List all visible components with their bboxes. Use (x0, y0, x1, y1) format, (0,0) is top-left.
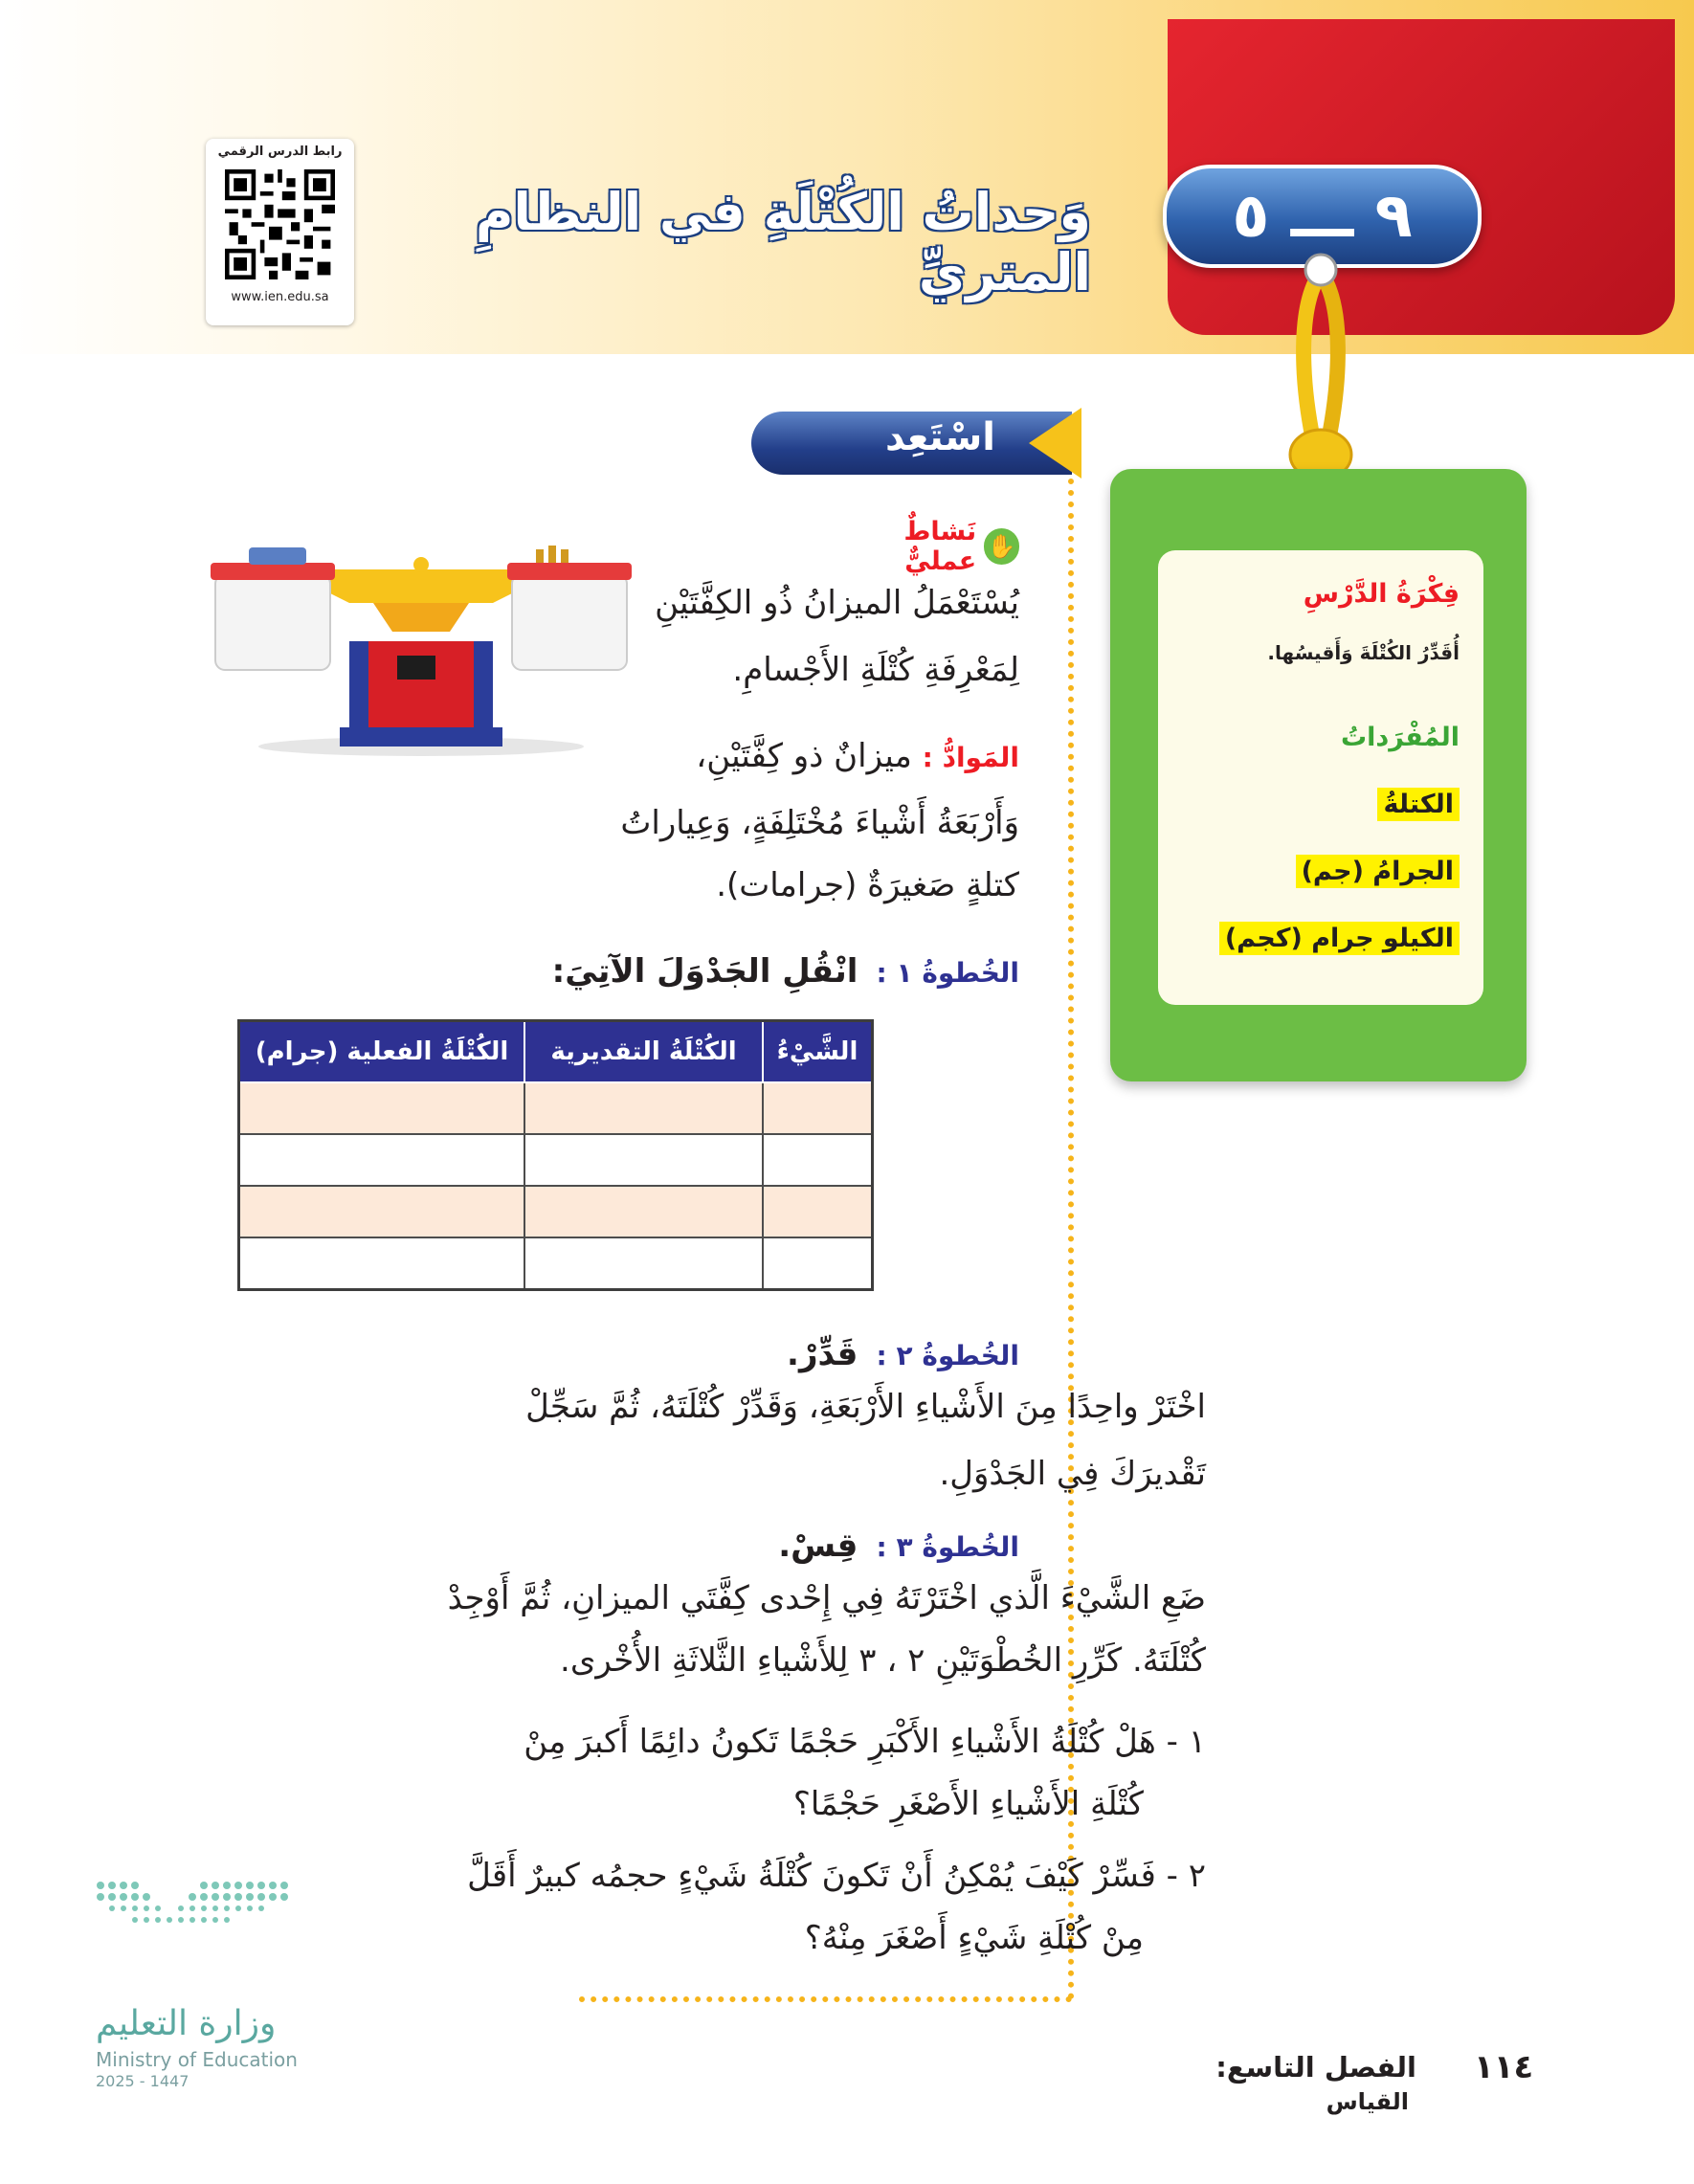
table-cell[interactable] (239, 1186, 525, 1237)
table-row (239, 1134, 873, 1186)
step-3-text: ضَعِ الشَّيْءَ الَّذي اخْتَرْتَهُ فِي إِحْدى كِفَّتَي الميزانِ، ثُمَّ أَوْجِدْ (447, 1579, 1206, 1617)
chapter-label: الفصل التاسع: القياس (1215, 2051, 1416, 2115)
ministry-logo-icon (91, 1876, 306, 2000)
hands-icon: ✋ (984, 528, 1019, 565)
table-cell[interactable] (239, 1082, 525, 1134)
materials-line: المَوادُّ : ميزانٌ ذو كِفَّتَيْنِ، (696, 737, 1019, 775)
question-1: ١ - هَلْ كُتْلَةُ الأَشْياءِ الأَكْبَرِ حَجْمًا تَكونُ دائِمًا أَكبرَ مِنْ (524, 1723, 1206, 1761)
activity-intro-line: يُسْتَعْمَلُ الميزانُ ذُو الكِفَّتَيْنِ (655, 584, 1019, 622)
section-border-dots (1068, 479, 1074, 2000)
step-1: الخُطوةُ ١ : انْقُلِ الجَدْوَلَ الآتِيَ: (551, 952, 1019, 991)
step-3-text: كُتْلَتَهُ. كَرِّرِ الخُطْوَتَيْنِ ٢ ، ٣ لِلأَشْياءِ الثَّلاثَةِ الأُخْرى. (560, 1641, 1206, 1680)
ministry-year: 2025 - 1447 (96, 2072, 189, 2090)
vocab-heading: المُفْرَداتُ (1341, 723, 1460, 752)
lesson-number: ٩ ـــ ٥ (1163, 165, 1482, 268)
table-cell[interactable] (763, 1237, 873, 1290)
step-3: الخُطوةُ ٣ : قِسْ. (778, 1527, 1019, 1565)
table-row (239, 1186, 873, 1237)
table-cell[interactable] (239, 1237, 525, 1290)
materials-line: وَأَرْبَعَةُ أَشْياءَ مُخْتَلِفَةٍ، وَعِياراتُ (620, 804, 1019, 842)
table-header: الكُتْلَةُ الفعلية (جرام) (239, 1021, 525, 1083)
step-2-text: تَقْديرَكَ فِي الجَدْوَلِ. (939, 1455, 1206, 1493)
qr-url: www.ien.edu.sa (231, 290, 329, 304)
table-row (239, 1237, 873, 1290)
vocab-item: الكيلو جرام (كجم) (1219, 922, 1460, 955)
table-cell[interactable] (524, 1237, 763, 1290)
step-2: الخُطوةُ ٢ : قَدِّرْ. (787, 1335, 1019, 1373)
ministry-name-english: Ministry of Education (96, 2048, 298, 2071)
qr-code-icon[interactable] (225, 169, 335, 279)
qr-card[interactable] (206, 139, 354, 325)
question-1: كُتْلَةِ الأَشْياءِ الأَصْغَرِ حَجْمًا؟ (792, 1785, 1144, 1823)
table-header: الكُتْلَةُ التقديرية (524, 1021, 763, 1083)
table-cell[interactable] (524, 1186, 763, 1237)
table-row (239, 1082, 873, 1134)
table-cell[interactable] (524, 1082, 763, 1134)
vocab-item: الكتلةُ (1377, 788, 1460, 821)
materials-line: كتلةٍ صَغيرَةٌ (جرامات). (716, 866, 1019, 904)
question-2: مِنْ كُتْلَةِ شَيْءٍ أَصْغَرَ مِنْهُ؟ (804, 1919, 1144, 1957)
lesson-title: وَحداتُ الكُتْلَةِ في النظامِ المتريِّ (475, 182, 1091, 302)
page-number: ١١٤ (1474, 2048, 1534, 2086)
lesson-card-inner (1158, 550, 1483, 1005)
ministry-name-arabic: وزارة التعليم (96, 2004, 277, 2043)
estimate-table (237, 1019, 874, 1291)
step-2-text: اخْتَرْ واحِدًا مِنَ الأَشْياءِ الأَرْبَعَةِ، وَقَدِّرْ كُتْلَتَهُ، ثُمَّ سَجِّلْ (525, 1388, 1206, 1426)
table-cell[interactable] (763, 1186, 873, 1237)
question-2: ٢ - فَسِّرْ كَيْفَ يُمْكِنُ أَنْ تَكونَ كُتْلَةُ شَيْءٍ حجمُه كبيرٌ أَقَلَّ (467, 1857, 1206, 1895)
activity-heading: ✋ نَشاطٌ عمليٌّ (828, 517, 1019, 576)
activity-intro-line: لِمَعْرِفَةِ كُتْلَةِ الأَجْسامِ. (732, 651, 1019, 689)
lesson-idea-text: أُقَدِّرُ الكُتْلَةَ وَأَقيسُها. (1267, 641, 1460, 664)
qr-label: رابط الدرس الرقمي (217, 145, 343, 159)
section-border-dots (579, 1996, 1072, 2002)
table-cell[interactable] (239, 1134, 525, 1186)
prepare-label: اسْتَعِد (884, 415, 995, 459)
table-header: الشَّيْءُ (763, 1021, 873, 1083)
table-cell[interactable] (763, 1082, 873, 1134)
prepare-arrow-icon (1029, 408, 1081, 479)
vocab-item: الجرامُ (جم) (1296, 855, 1460, 888)
lesson-idea-heading: فِكْرَةُ الدَّرْسِ (1303, 579, 1460, 609)
table-cell[interactable] (763, 1134, 873, 1186)
table-cell[interactable] (524, 1134, 763, 1186)
